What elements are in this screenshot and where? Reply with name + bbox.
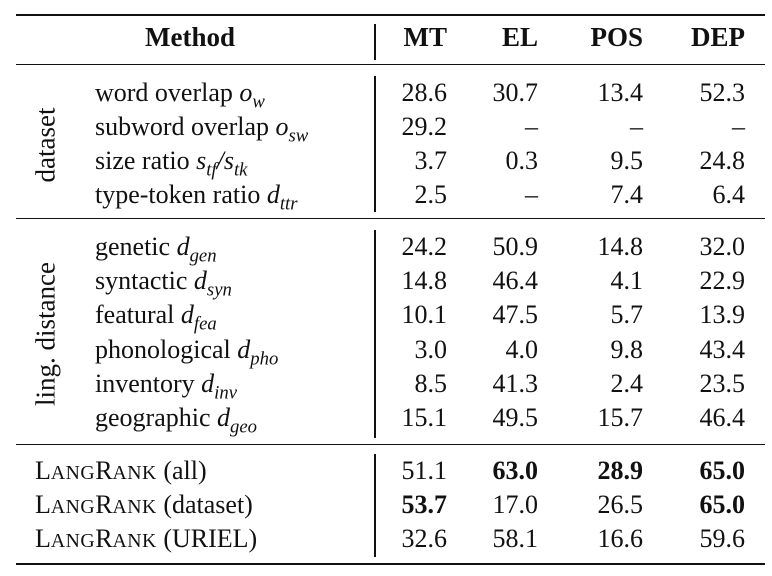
row-label (95, 77, 265, 113)
value-cell-el: 50.9 (492, 232, 538, 261)
langrank-name-smallcaps: ANK (112, 496, 157, 518)
row-label (95, 368, 238, 404)
value-cell-pos: – (630, 112, 643, 141)
value-cell-el: 41.3 (492, 369, 538, 398)
value-cell-el: 63.0 (492, 456, 538, 485)
langrank-name-smallcaps: ANG (50, 496, 96, 518)
header-pos: POS (590, 22, 643, 52)
langrank-name-smallcaps: ANK (112, 462, 157, 484)
value-cell-pos: 13.4 (597, 78, 643, 107)
top-rule (16, 14, 765, 16)
value-cell-pos: 26.5 (597, 490, 643, 519)
value-cell-mt: 28.6 (401, 78, 447, 107)
row-label (95, 179, 298, 215)
value-cell-mt: 15.1 (401, 403, 447, 432)
value-cell-pos: 28.9 (597, 456, 643, 485)
header-dep: DEP (691, 22, 745, 52)
row-label-text: inventory (95, 369, 195, 398)
bottom-rule (16, 563, 765, 565)
langrank-variant: (dataset) (163, 490, 253, 519)
row-label (95, 231, 217, 267)
value-cell-dep: 24.8 (699, 146, 745, 175)
value-cell-pos: 2.4 (610, 369, 643, 398)
group-label-dataset: dataset (30, 107, 61, 183)
value-cell-dep: 59.6 (699, 524, 745, 553)
langrank-name-initial: L (35, 456, 51, 485)
row-label-text: featural (95, 300, 175, 329)
header-el: EL (501, 22, 538, 52)
symbol-subscript: tk (233, 159, 248, 181)
value-cell-mt: 51.1 (401, 456, 447, 485)
value-cell-pos: 4.1 (610, 266, 643, 295)
column-separator (374, 76, 376, 212)
symbol-subscript: geo (230, 416, 258, 438)
langrank-name-smallcaps: ANK (112, 530, 157, 552)
value-cell-el: 47.5 (492, 300, 538, 329)
value-cell-pos: 15.7 (597, 403, 643, 432)
value-cell-el: 58.1 (492, 524, 538, 553)
symbol-base: o (239, 78, 253, 107)
value-cell-pos: 14.8 (597, 232, 643, 261)
symbol-base: /s (216, 146, 234, 175)
value-cell-mt: 2.5 (414, 180, 447, 209)
row-label-text: type-token ratio (95, 180, 261, 209)
row-label (95, 111, 309, 147)
value-cell-mt: 8.5 (414, 369, 447, 398)
row-label (95, 145, 248, 181)
langrank-name-smallcaps: ANG (50, 462, 96, 484)
value-cell-mt: 53.7 (401, 490, 447, 519)
value-cell-dep: – (732, 112, 745, 141)
symbol-subscript: sw (288, 125, 309, 147)
value-cell-dep: 13.9 (699, 300, 745, 329)
header-mt: MT (403, 22, 447, 52)
symbol-subscript: ttr (279, 193, 298, 215)
value-cell-dep: 22.9 (699, 266, 745, 295)
langrank-name-initial: L (35, 524, 51, 553)
row-symbol (275, 112, 309, 147)
symbol-base: o (275, 112, 289, 141)
value-cell-mt: 14.8 (401, 266, 447, 295)
langrank-name-initial: R (95, 524, 113, 553)
value-cell-pos: 16.6 (597, 524, 643, 553)
row-label (95, 334, 279, 370)
symbol-base: d (266, 180, 280, 209)
value-cell-dep: 65.0 (699, 490, 745, 519)
value-cell-mt: 10.1 (401, 300, 447, 329)
row-label (95, 299, 217, 335)
column-separator (374, 230, 376, 438)
row-label-text: subword overlap (95, 112, 270, 141)
langrank-name-initial: R (95, 456, 113, 485)
group-rule-1 (16, 218, 765, 219)
symbol-subscript: syn (206, 279, 232, 301)
row-label-text: geographic (95, 403, 211, 432)
value-cell-dep: 65.0 (699, 456, 745, 485)
symbol-base: d (176, 232, 190, 261)
value-cell-mt: 3.7 (414, 146, 447, 175)
value-cell-mt: 3.0 (414, 335, 447, 364)
row-label-text: syntactic (95, 266, 188, 295)
langrank-name-initial: L (35, 490, 51, 519)
symbol-base: d (201, 369, 215, 398)
langrank-variant: (all) (163, 456, 207, 485)
row-label-text: genetic (95, 232, 171, 261)
value-cell-el: 46.4 (492, 266, 538, 295)
langrank-name-smallcaps: ANG (50, 530, 96, 552)
value-cell-dep: 43.4 (699, 335, 745, 364)
value-cell-el: 0.3 (505, 146, 538, 175)
row-label-text: phonological (95, 335, 231, 364)
column-separator (374, 454, 376, 557)
row-symbol (217, 403, 258, 438)
value-cell-el: – (525, 180, 538, 209)
langrank-label (35, 489, 253, 523)
symbol-subscript: fea (193, 313, 217, 335)
langrank-name-initial: R (95, 490, 113, 519)
row-label-text: word overlap (95, 78, 233, 107)
group-rule-2 (16, 444, 765, 445)
value-cell-dep: 23.5 (699, 369, 745, 398)
value-cell-pos: 5.7 (610, 300, 643, 329)
group-label-ling-distance: ling. distance (30, 262, 61, 406)
header-method: Method (145, 22, 235, 52)
row-symbol (266, 180, 298, 215)
symbol-subscript: gen (189, 245, 217, 267)
row-symbol (196, 146, 248, 181)
value-cell-el: 17.0 (492, 490, 538, 519)
row-label (95, 265, 232, 301)
value-cell-el: 4.0 (505, 335, 538, 364)
langrank-label (35, 455, 207, 489)
symbol-subscript: w (252, 91, 265, 113)
value-cell-pos: 9.8 (610, 335, 643, 364)
langrank-label (35, 523, 257, 557)
value-cell-el: – (525, 112, 538, 141)
value-cell-dep: 6.4 (712, 180, 745, 209)
value-cell-el: 49.5 (492, 403, 538, 432)
symbol-subscript: inv (214, 382, 238, 404)
column-separator (374, 24, 376, 60)
value-cell-mt: 32.6 (401, 524, 447, 553)
row-symbol (193, 266, 232, 301)
value-cell-mt: 24.2 (401, 232, 447, 261)
symbol-subscript: tf (206, 159, 217, 181)
row-symbol (237, 335, 279, 370)
value-cell-dep: 46.4 (699, 403, 745, 432)
row-label (95, 402, 258, 438)
symbol-base: d (237, 335, 251, 364)
value-cell-el: 30.7 (492, 78, 538, 107)
symbol-base: d (217, 403, 231, 432)
row-symbol (176, 232, 217, 267)
row-symbol (239, 78, 265, 113)
langrank-variant: (URIEL) (163, 524, 258, 553)
header-rule (16, 64, 765, 65)
symbol-base: s (196, 146, 207, 175)
row-label-text: size ratio (95, 146, 190, 175)
row-symbol (180, 300, 217, 335)
value-cell-pos: 9.5 (610, 146, 643, 175)
symbol-base: d (193, 266, 207, 295)
value-cell-dep: 52.3 (699, 78, 745, 107)
symbol-subscript: pho (250, 348, 279, 370)
value-cell-mt: 29.2 (401, 112, 447, 141)
row-symbol (201, 369, 238, 404)
value-cell-dep: 32.0 (699, 232, 745, 261)
value-cell-pos: 7.4 (610, 180, 643, 209)
symbol-base: d (180, 300, 194, 329)
